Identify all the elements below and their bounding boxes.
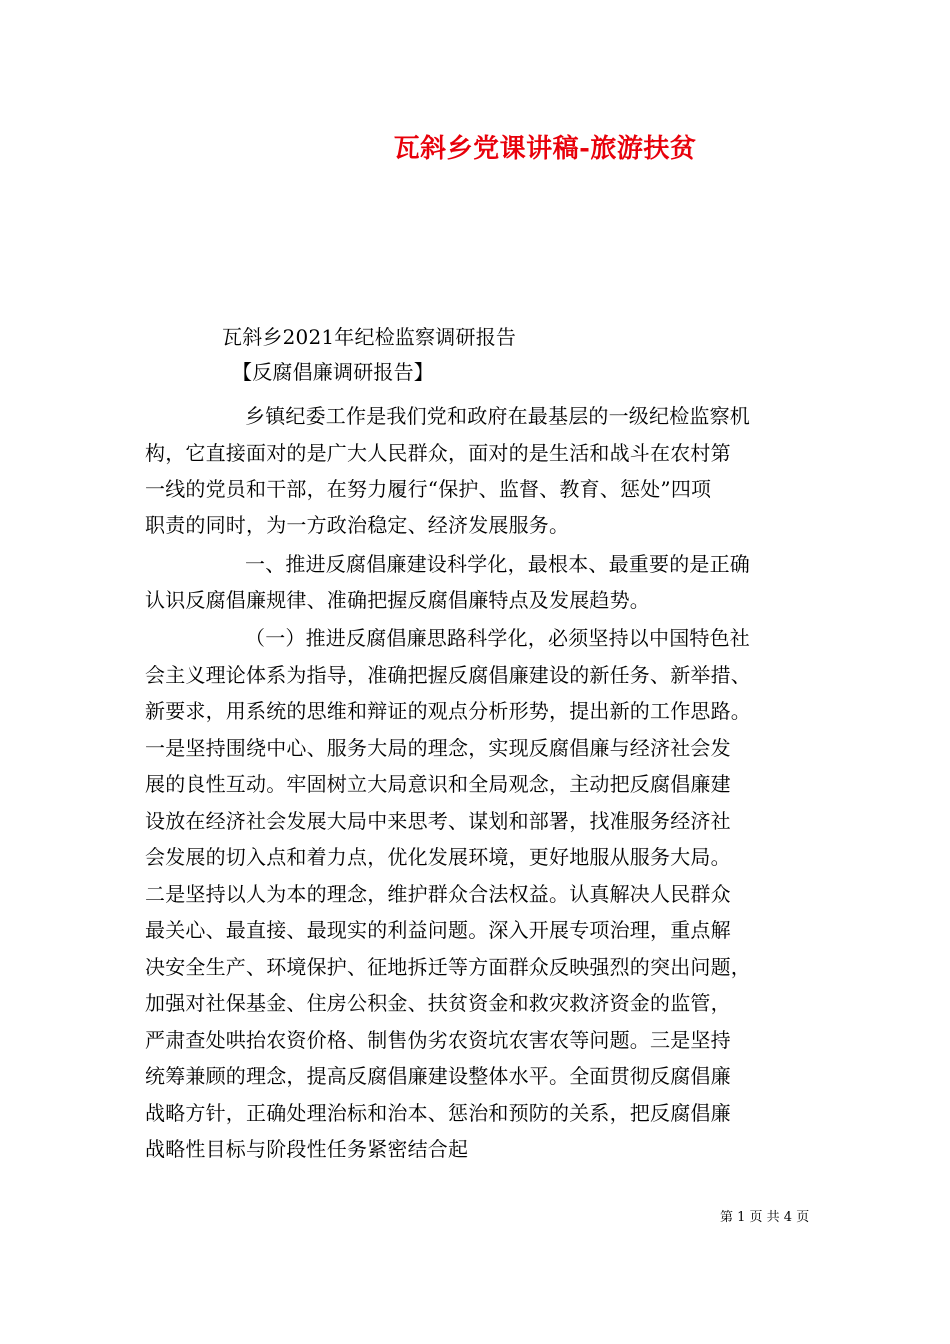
body-line: 统筹兼顾的理念，提高反腐倡廉建设整体水平。全面贯彻反腐倡廉	[145, 1064, 731, 1088]
body-line: 战略方针，正确处理治标和治本、惩治和预防的关系，把反腐倡廉	[145, 1101, 731, 1125]
body-line: 乡镇纪委工作是我们党和政府在最基层的一级纪检监察机	[245, 404, 750, 428]
report-title: 瓦斜乡2021年纪检监察调研报告	[222, 325, 517, 349]
body-line: 展的良性互动。牢固树立大局意识和全局观念，主动把反腐倡廉建	[145, 772, 731, 796]
body-line: 加强对社保基金、住房公积金、扶贫资金和救灾救济资金的监管，	[145, 991, 731, 1015]
body-line: 会主义理论体系为指导，准确把握反腐倡廉建设的新任务、新举措、	[145, 663, 751, 687]
body-line: 决安全生产、环境保护、征地拆迁等方面群众反映强烈的突出问题，	[145, 955, 751, 979]
body-line: （一）推进反腐倡廉思路科学化，必须坚持以中国特色社	[245, 626, 750, 650]
body-line: 构，它直接面对的是广大人民群众，面对的是生活和战斗在农村第	[145, 441, 731, 465]
body-line: 二是坚持以人为本的理念，维护群众合法权益。认真解决人民群众	[145, 882, 731, 906]
body-line: 新要求，用系统的思维和辩证的观点分析形势，提出新的工作思路。	[145, 699, 751, 723]
page-number-footer: 第 1 页 共 4 页	[720, 1210, 810, 1225]
body-line: 会发展的切入点和着力点，优化发展环境，更好地服从服务大局。	[145, 845, 731, 869]
body-line: 一线的党员和干部，在努力履行“保护、监督、教育、惩处”四项	[145, 477, 712, 501]
body-line: 设放在经济社会发展大局中来思考、谋划和部署，找准服务经济社	[145, 809, 731, 833]
body-line: 认识反腐倡廉规律、准确把握反腐倡廉特点及发展趋势。	[145, 588, 650, 612]
body-line: 职责的同时，为一方政治稳定、经济发展服务。	[145, 513, 570, 537]
page-title: 瓦斜乡党课讲稿-旅游扶贫	[393, 134, 697, 164]
report-subtitle: 【反腐倡廉调研报告】	[232, 360, 434, 384]
body-line: 严肃查处哄抬农资价格、制售伪劣农资坑农害农等问题。三是坚持	[145, 1028, 731, 1052]
body-line: 最关心、最直接、最现实的利益问题。深入开展专项治理，重点解	[145, 918, 731, 942]
body-line: 一、推进反腐倡廉建设科学化，最根本、最重要的是正确	[245, 552, 750, 576]
body-line: 战略性目标与阶段性任务紧密结合起	[145, 1137, 469, 1161]
body-line: 一是坚持围绕中心、服务大局的理念，实现反腐倡廉与经济社会发	[145, 736, 731, 760]
